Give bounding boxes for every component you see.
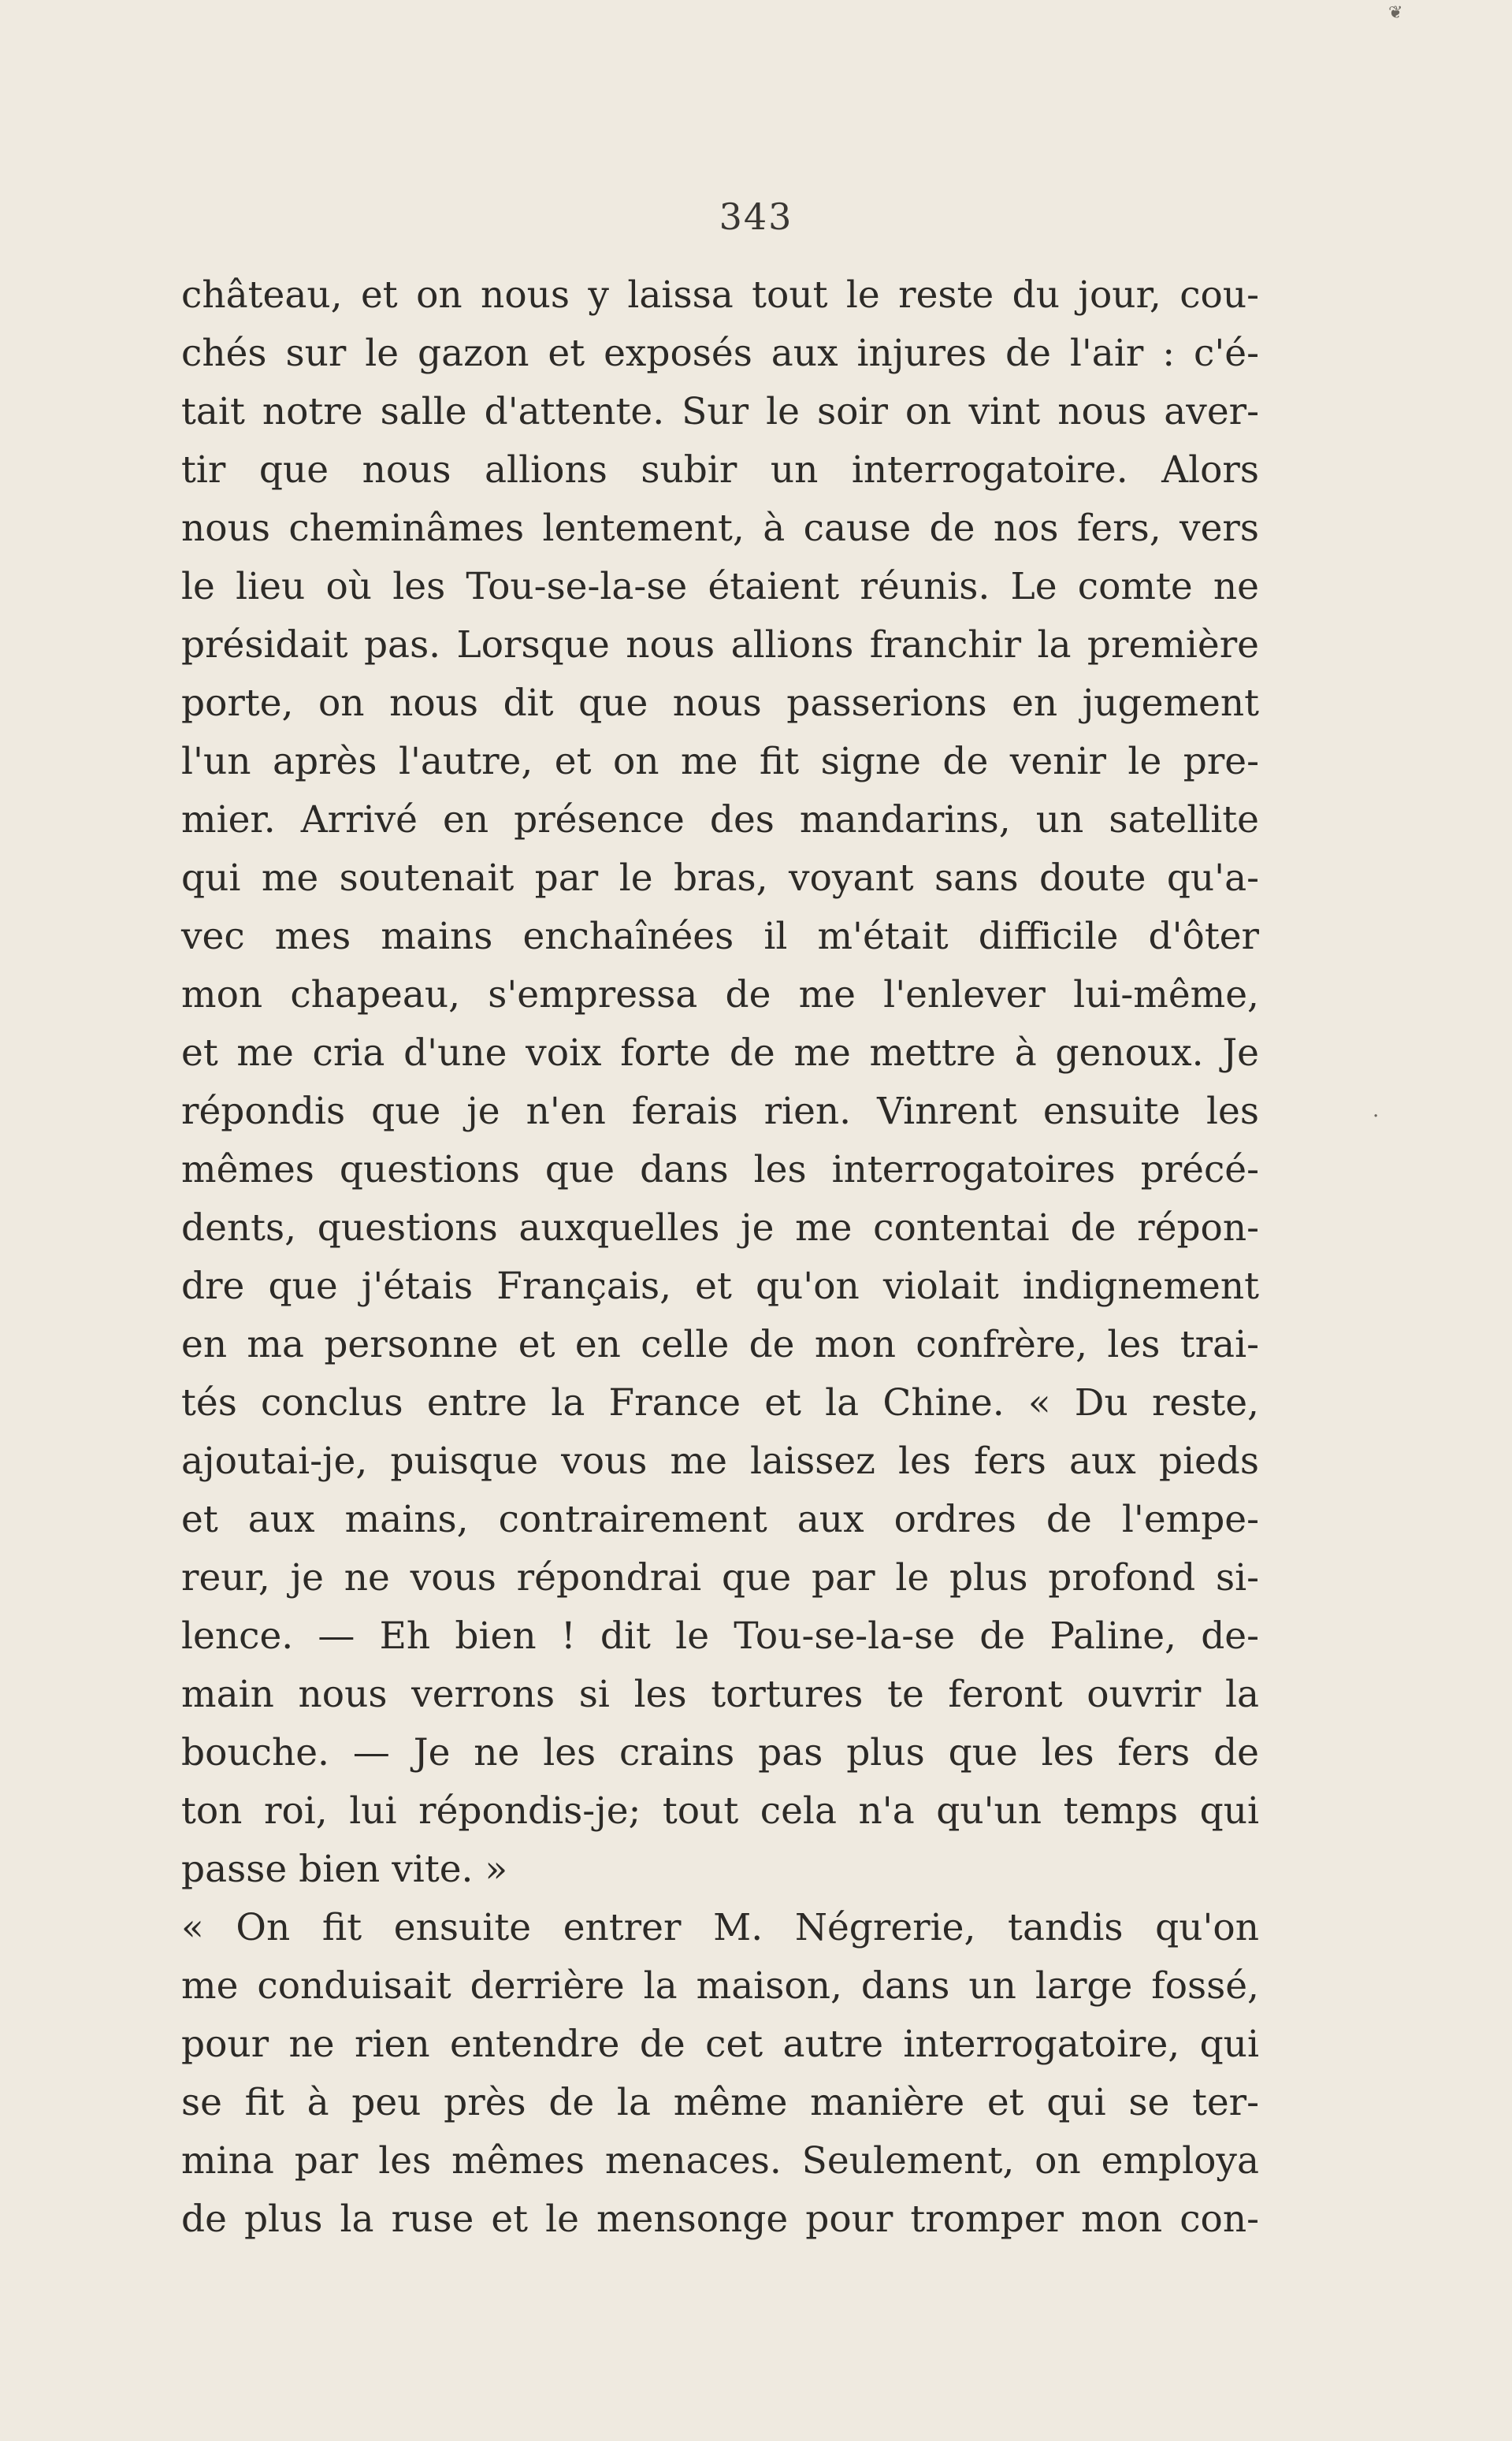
text-line: mier. Arrivé en présence des mandarins, un satellite (181, 798, 1259, 842)
body-text (181, 266, 1259, 2249)
text-line: tés conclus entre la France et la Chine. « Du reste, (181, 1381, 1259, 1425)
text-line: ton roi, lui répondis-je; tout cela n'a qu'un temps qui (181, 1789, 1259, 1833)
text-line: bouche. — Je ne les crains pas plus que les fers de (181, 1731, 1259, 1774)
text-line: dents, questions auxquelles je me contentai de répon- (181, 1206, 1259, 1250)
text-line: lence. — Eh bien ! dit le Tou-se-la-se de Paline, de- (181, 1614, 1259, 1658)
text-line: mina par les mêmes menaces. Seulement, on employa (181, 2139, 1259, 2183)
text-line: dre que j'étais Français, et qu'on violait indignement (181, 1265, 1259, 1308)
text-line: vec mes mains enchaînées il m'était difficile d'ôter (181, 915, 1259, 958)
text-line: passe bien vite. » (181, 1848, 508, 1891)
text-line: répondis que je n'en ferais rien. Vinrent ensuite les (181, 1090, 1259, 1133)
text-line: « On fit ensuite entrer M. Négrerie, tandis qu'on (181, 1906, 1259, 1949)
text-line: nous cheminâmes lentement, à cause de nos fers, vers (181, 507, 1259, 550)
text-line: ajoutai-je, puisque vous me laissez les fers aux pieds (181, 1440, 1259, 1483)
text-line: l'un après l'autre, et on me fit signe de venir le pre- (181, 740, 1259, 783)
text-line: en ma personne et en celle de mon confrère, les trai- (181, 1323, 1259, 1366)
text-line: et aux mains, contrairement aux ordres de l'empe- (181, 1498, 1259, 1541)
text-line: me conduisait derrière la maison, dans un large fossé, (181, 1964, 1259, 2008)
text-line: château, et on nous y laissa tout le reste du jour, cou- (181, 273, 1259, 317)
text-line: et me cria d'une voix forte de me mettre à genoux. Je (181, 1031, 1259, 1075)
page-number: 343 (719, 195, 793, 238)
text-line: main nous verrons si les tortures te feront ouvrir la (181, 1673, 1259, 1716)
text-line: présidait pas. Lorsque nous allions franchir la première (181, 623, 1259, 667)
text-line: le lieu où les Tou-se-la-se étaient réunis. Le comte ne (181, 565, 1259, 608)
margin-speck: ❦ (1388, 3, 1403, 23)
text-line: tir que nous allions subir un interrogatoire. Alors (181, 448, 1259, 492)
text-line: tait notre salle d'attente. Sur le soir on vint nous aver- (181, 390, 1259, 433)
text-line: qui me soutenait par le bras, voyant sans doute qu'a- (181, 856, 1259, 900)
text-line: mon chapeau, s'empressa de me l'enlever lui-même, (181, 973, 1259, 1016)
text-line: se fit à peu près de la même manière et qui se ter- (181, 2081, 1259, 2124)
text-line: de plus la ruse et le mensonge pour tromper mon con- (181, 2198, 1259, 2241)
text-line: reur, je ne vous répondrai que par le plus profond si- (181, 1556, 1259, 1599)
text-line: porte, on nous dit que nous passerions en jugement (181, 682, 1259, 725)
text-line: pour ne rien entendre de cet autre interrogatoire, qui (181, 2023, 1259, 2066)
text-line: chés sur le gazon et exposés aux injures de l'air : c'é- (181, 332, 1259, 375)
margin-dot: · (1373, 1105, 1380, 1128)
text-line: mêmes questions que dans les interrogatoires précé- (181, 1148, 1259, 1191)
